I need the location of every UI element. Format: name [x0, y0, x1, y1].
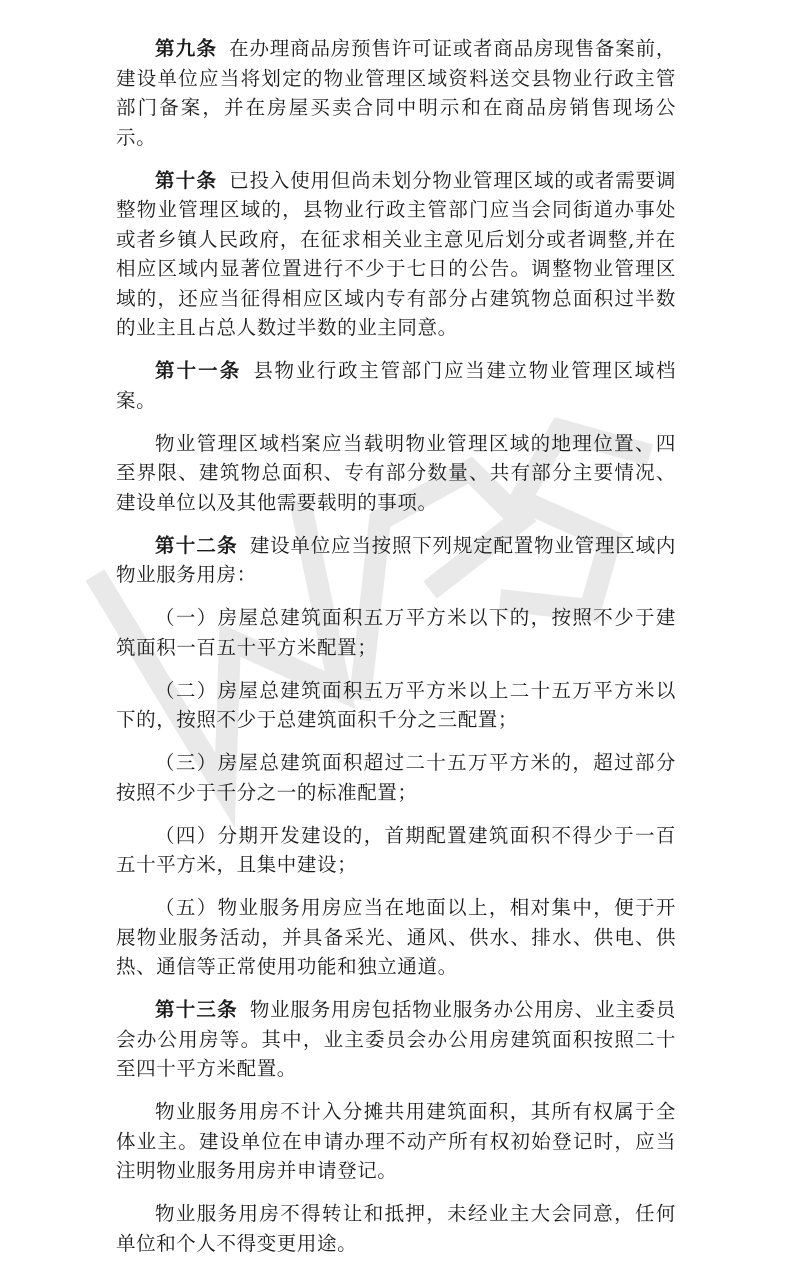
article-text: 已投入使用但尚未划分物业管理区域的或者需要调整物业管理区域的，县物业行政主管部门应当会同街道办事处或者乡镇人民政府，在征求相关业主意见后划分或者调整,并在相应区域内显著位置进行不少于七日的公告。调整物业管理区域的，还应当征得相应区域内专有部分占建筑物总面积过半数的业主且占总人数过半数的业主同意。 — [116, 168, 676, 339]
article-paragraph — [116, 34, 676, 152]
article-text: （四）分期开发建设的，首期配置建筑面积不得少于一百五十平方米，且集中建设； — [116, 823, 676, 876]
article-heading: 第十一条 — [155, 359, 242, 382]
article-paragraph — [116, 821, 676, 880]
article-paragraph — [116, 356, 676, 415]
article-paragraph — [116, 748, 676, 807]
article-text: 县物业行政主管部门应当建立物业管理区域档案。 — [116, 359, 676, 412]
article-text: （一）房屋总建筑面积五万平方米以下的，按照不少于建筑面积一百五十平方米配置； — [116, 606, 676, 659]
article-text: 物业服务用房不计入分摊共用建筑面积，其所有权属于全体业主。建设单位在申请办理不动产所有权初始登记时，应当注明物业服务用房并申请登记。 — [116, 1100, 676, 1182]
article-text: 建设单位应当按照下列规定配置物业管理区域内物业服务用房： — [116, 533, 676, 586]
article-paragraph — [116, 893, 676, 982]
article-paragraph — [116, 429, 676, 518]
article-text: 物业管理区域档案应当载明物业管理区域的地理位置、四至界限、建筑物总面积、专有部分数量、共有部分主要情况、建设单位以及其他需要载明的事项。 — [116, 431, 676, 514]
article-heading: 第十二条 — [155, 533, 238, 557]
article-paragraph — [116, 1097, 676, 1186]
article-heading: 第十条 — [155, 168, 218, 192]
article-paragraph — [116, 995, 676, 1084]
article-text: （五）物业服务用房应当在地面以上，相对集中，便于开展物业服务活动，并具备采光、通风、供水、排水、供电、供热、通信等正常使用功能和独立通道。 — [116, 896, 676, 978]
document-body — [116, 34, 676, 1272]
article-text: （二）房屋总建筑面积五万平方米以上二十五万平方米以下的，按照不少于总建筑面积千分之三配置； — [116, 678, 676, 731]
article-paragraph — [116, 1199, 676, 1258]
article-paragraph — [116, 166, 676, 343]
article-text: （三）房屋总建筑面积超过二十五万平方米的，超过部分按照不少于千分之一的标准配置； — [116, 751, 676, 804]
article-heading: 第九条 — [155, 37, 218, 60]
article-text: 物业服务用房不得转让和抵押，未经业主大会同意，任何单位和个人不得变更用途。 — [116, 1202, 676, 1255]
article-heading: 第十三条 — [155, 998, 238, 1021]
article-text: 在办理商品房预售许可证或者商品房现售备案前，建设单位应当将划定的物业管理区域资料送交县物业行政主管部门备案，并在房屋买卖合同中明示和在商品房销售现场公示。 — [116, 37, 676, 149]
article-paragraph — [116, 531, 676, 590]
article-paragraph — [116, 603, 676, 662]
article-text: 物业服务用房包括物业服务办公用房、业主委员会办公用房等。其中，业主委员会办公用房建筑面积按照二十至四十平方米配置。 — [116, 998, 676, 1080]
article-paragraph — [116, 676, 676, 735]
